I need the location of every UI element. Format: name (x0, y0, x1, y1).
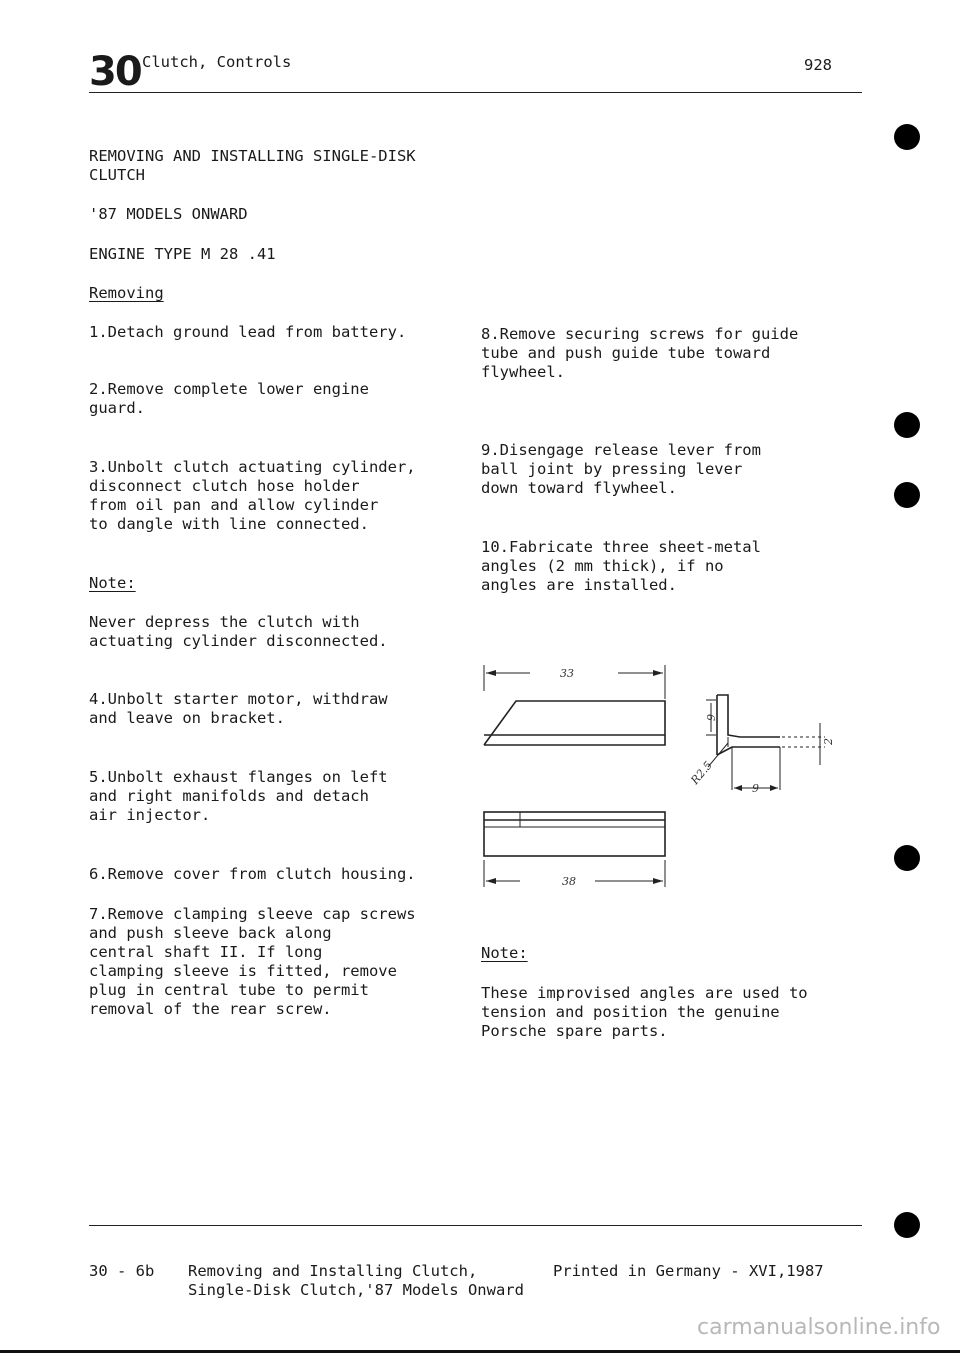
step-4: 4.Unbolt starter motor, withdraw and leave on bracket. (89, 690, 388, 727)
section-number: 30 (89, 49, 141, 95)
watermark: carmanualsonline.info (697, 1315, 941, 1340)
binder-hole (894, 124, 920, 150)
procedure-title: REMOVING AND INSTALLING SINGLE-DISK CLUTCH (89, 147, 416, 184)
model-number: 928 (804, 56, 832, 74)
note-text: Never depress the clutch with actuating cylinder disconnected. (89, 613, 388, 650)
binder-hole (894, 845, 920, 871)
section-title: Clutch, Controls (142, 53, 292, 71)
bottom-border (0, 1350, 960, 1353)
binder-hole (894, 1212, 920, 1238)
header-rule (89, 92, 862, 93)
note-heading: Note: (481, 944, 528, 962)
binder-hole (894, 412, 920, 438)
dim-length-bottom: 38 (562, 875, 576, 888)
note-text: These improvised angles are used to tension and position the genuine Porsche spare parts. (481, 984, 808, 1040)
step-5: 5.Unbolt exhaust flanges on left and right manifolds and detach air injector. (89, 768, 388, 824)
step-8: 8.Remove securing screws for guide tube and push guide tube toward flywheel. (481, 325, 799, 381)
step-10: 10.Fabricate three sheet-metal angles (2 mm thick), if no angles are installed. (481, 538, 761, 594)
footer-rule (89, 1225, 862, 1226)
dim-width: 9 (752, 782, 759, 795)
dim-thickness: 2 (822, 738, 835, 745)
model-range: '87 MODELS ONWARD (89, 205, 248, 223)
page-number: 30 - 6b (89, 1262, 155, 1280)
step-7: 7.Remove clamping sleeve cap screws and push sleeve back along central shaft II. If long clamping sleeve is fitted, remove plug in central tube to permit removal of the rear screw. (89, 905, 416, 1018)
note-heading: Note: (89, 574, 136, 592)
binder-hole (894, 482, 920, 508)
footer-description: Removing and Installing Clutch, Single-Disk Clutch,'87 Models Onward (188, 1262, 524, 1299)
step-2: 2.Remove complete lower engine guard. (89, 380, 369, 417)
step-9: 9.Disengage release lever from ball joint by pressing lever down toward flywheel. (481, 441, 761, 497)
dim-radius: R2.5 (688, 758, 715, 787)
dim-length-top: 33 (560, 667, 574, 680)
removing-heading: Removing (89, 284, 164, 302)
step-6: 6.Remove cover from clutch housing. (89, 865, 416, 883)
step-3: 3.Unbolt clutch actuating cylinder, disconnect clutch hose holder from oil pan and allow cylinder to dangle with line connected. (89, 458, 416, 533)
dim-height: 9 (705, 714, 718, 721)
step-1: 1.Detach ground lead from battery. (89, 323, 407, 341)
engine-type: ENGINE TYPE M 28 .41 (89, 245, 276, 263)
angle-bracket-diagram (470, 655, 850, 900)
printed-info: Printed in Germany - XVI,1987 (553, 1262, 824, 1280)
